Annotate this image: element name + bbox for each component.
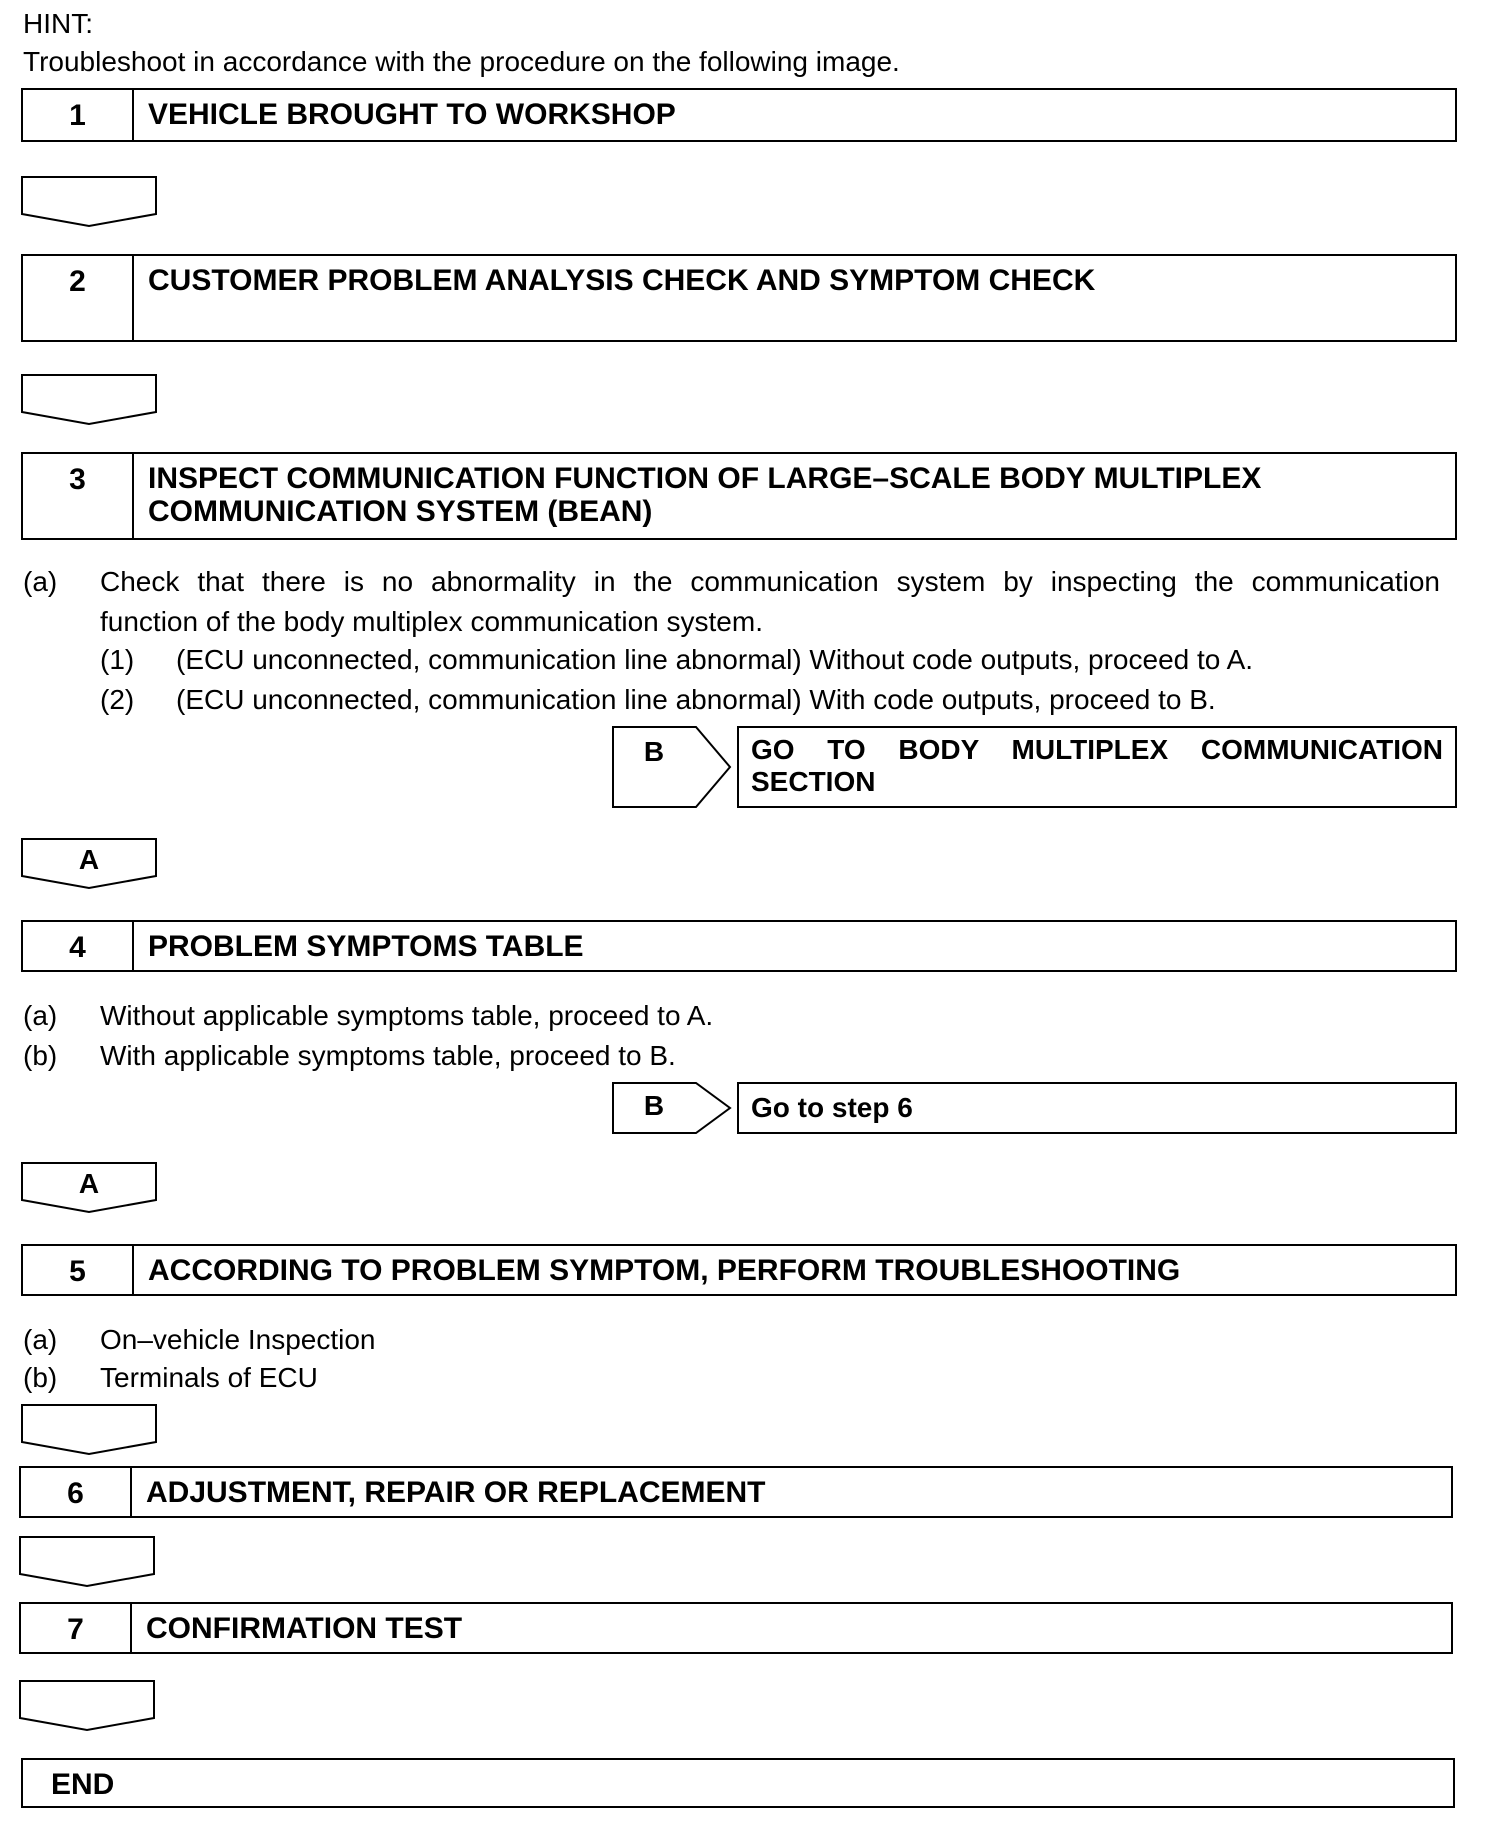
step-title: CONFIRMATION TEST — [146, 1612, 463, 1645]
step-title: VEHICLE BROUGHT TO WORKSHOP — [148, 98, 676, 131]
step3-sub2-text: (ECU unconnected, communication line abnormal) With code outputs, proceed to B. — [176, 684, 1216, 715]
branch-label: B — [643, 736, 665, 767]
step3-sub2-mark: (2) — [100, 684, 135, 715]
step5-b-text: Terminals of ECU — [100, 1362, 318, 1393]
step4-a-text: Without applicable symptoms table, proceed to A. — [100, 1000, 714, 1031]
branch-destination-line: GO TO BODY MULTIPLEX COMMUNICATION — [751, 734, 1443, 765]
step3-branch-b — [612, 726, 1457, 808]
step5-a-text: On–vehicle Inspection — [100, 1324, 376, 1355]
step-7-box — [19, 1602, 1453, 1654]
step-6-box — [19, 1466, 1453, 1518]
step4-b-mark: (b) — [23, 1040, 58, 1071]
step-title — [148, 462, 1441, 528]
flow-arrow-label: A — [78, 1168, 100, 1199]
step4-a-mark: (a) — [23, 1000, 58, 1031]
flow-arrow — [19, 1536, 155, 1588]
step-2-box — [21, 254, 1457, 342]
step-number: 3 — [23, 454, 134, 538]
flow-arrow — [21, 176, 157, 228]
step3-a-mark: (a) — [23, 566, 58, 597]
step-title: ACCORDING TO PROBLEM SYMPTOM, PERFORM TROUBLESHOOTING — [148, 1254, 1181, 1287]
flow-arrow — [21, 374, 157, 426]
branch-destination — [737, 726, 1457, 808]
branch-label: B — [643, 1090, 665, 1121]
step-4-box — [21, 920, 1457, 972]
end-box: END — [21, 1758, 1455, 1808]
step3-sub1-mark: (1) — [100, 644, 135, 675]
flow-arrow — [21, 1404, 157, 1456]
step-title: ADJUSTMENT, REPAIR OR REPLACEMENT — [146, 1476, 766, 1509]
step-number: 4 — [23, 922, 134, 970]
step-number: 7 — [21, 1604, 132, 1652]
step-number: 6 — [21, 1468, 132, 1516]
step-title: PROBLEM SYMPTOMS TABLE — [148, 930, 584, 963]
step-title-line: COMMUNICATION SYSTEM (BEAN) — [148, 495, 653, 528]
step3-sub1-text: (ECU unconnected, communication line abnormal) Without code outputs, proceed to A. — [176, 644, 1254, 675]
flow-arrow-a — [21, 838, 157, 890]
step5-b-mark: (b) — [23, 1362, 58, 1393]
step-5-box — [21, 1244, 1457, 1296]
step3-a-text-line2: function of the body multiplex communication system. — [100, 606, 763, 637]
step4-branch-b — [612, 1082, 1457, 1134]
step-3-box — [21, 452, 1457, 540]
step-number: 5 — [23, 1246, 134, 1294]
step4-b-text: With applicable symptoms table, proceed to B. — [100, 1040, 676, 1071]
step-number: 1 — [23, 90, 134, 140]
flow-arrow-a — [21, 1162, 157, 1214]
step-title-line: INSPECT COMMUNICATION FUNCTION OF LARGE–SCALE BODY MULTIPLEX — [148, 462, 1262, 495]
branch-destination: Go to step 6 — [737, 1082, 1457, 1134]
hint-text: Troubleshoot in accordance with the procedure on the following image. — [23, 46, 900, 77]
step3-a-text-line1: Check that there is no abnormality in the communication system by inspecting the communication — [100, 566, 1440, 597]
step5-a-mark: (a) — [23, 1324, 58, 1355]
branch-destination-line: SECTION — [751, 766, 876, 797]
hint-label: HINT: — [23, 8, 93, 39]
step-1-box — [21, 88, 1457, 142]
step-number: 2 — [23, 256, 134, 340]
step-title: CUSTOMER PROBLEM ANALYSIS CHECK AND SYMPTOM CHECK — [148, 264, 1096, 297]
flow-arrow — [19, 1680, 155, 1732]
flow-arrow-label: A — [78, 844, 100, 875]
